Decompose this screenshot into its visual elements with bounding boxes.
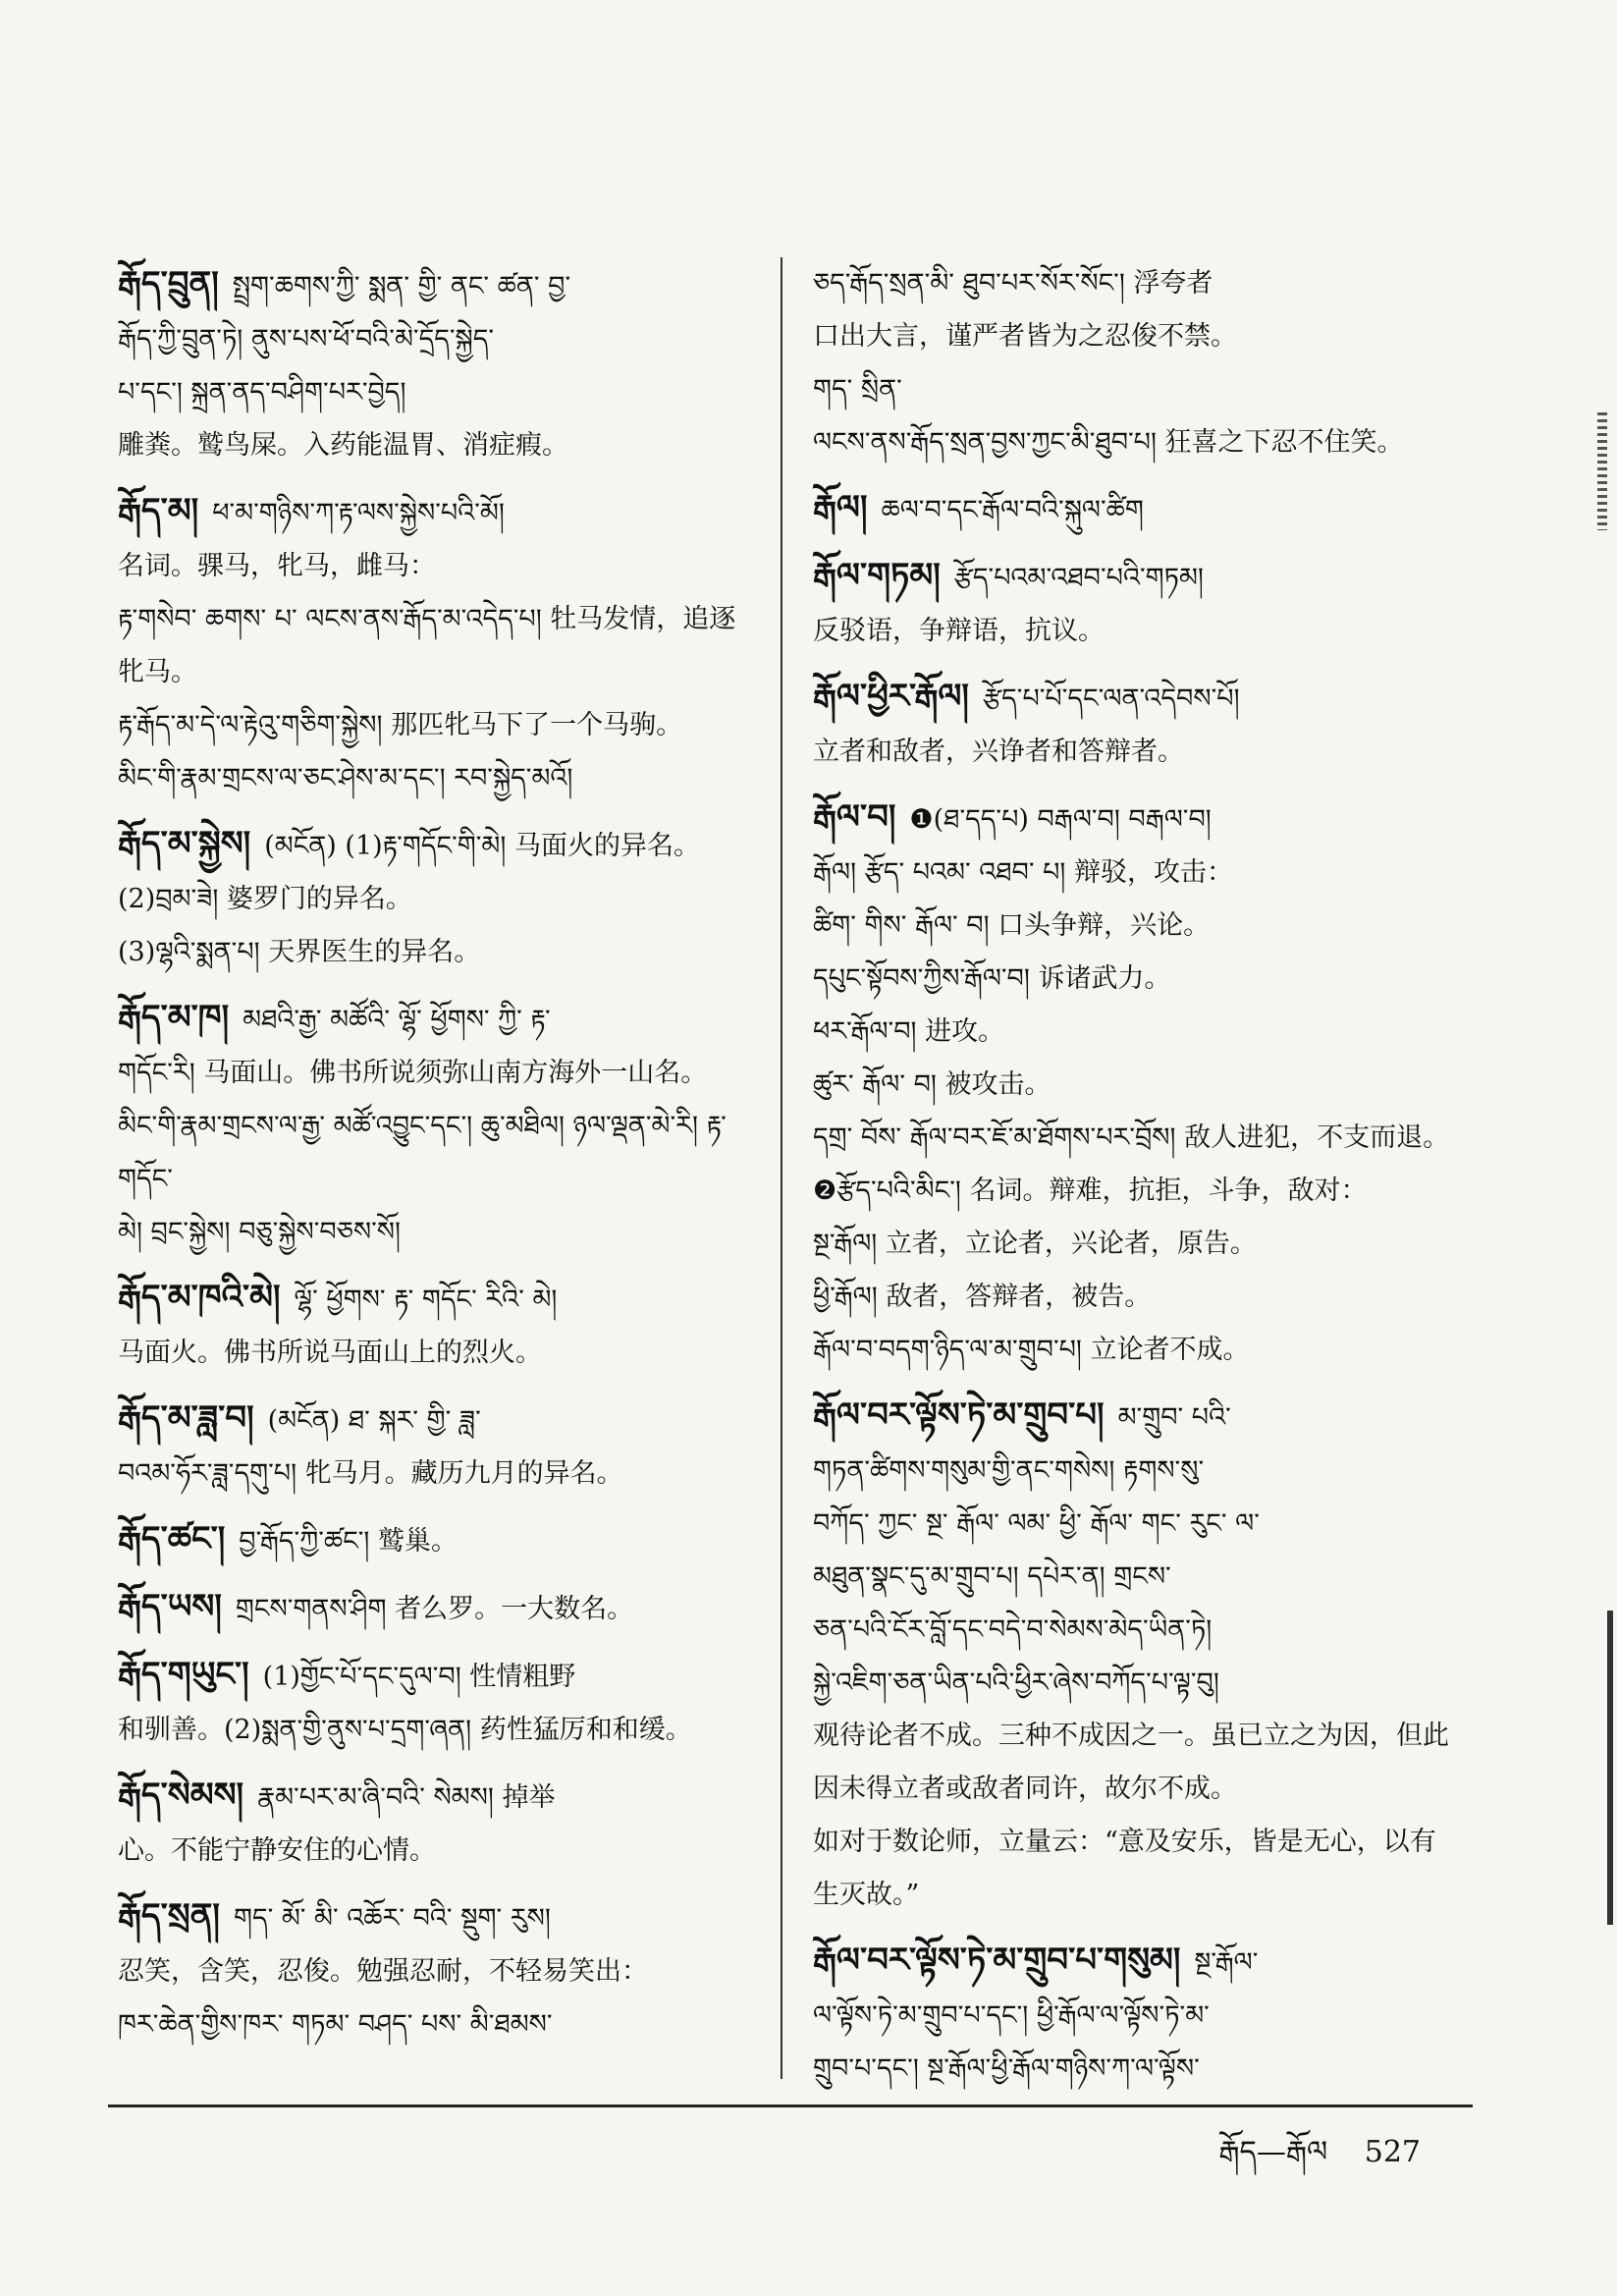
entry-line — [118, 991, 756, 1047]
entry-line — [813, 1389, 1451, 1445]
entry-text: སྤྲག་ཆགས་ཀྱི་ སྨན་ གྱི་ ནང་ ཚན་ བྱ་ — [232, 271, 571, 301]
dictionary-entry — [813, 1389, 1451, 1922]
entry-line — [813, 2043, 1451, 2096]
right-column — [813, 257, 1451, 2107]
bottom-rule — [108, 2105, 1473, 2107]
entry-line — [813, 1165, 1451, 1218]
entry-headword: རྒོད་ཡས། — [118, 1587, 222, 1626]
entry-text: བཀོད་ ཀྱང་ སྔ་ རྒོལ་ ལམ་ ཕྱི་ རྒོལ་ གང་ རུང་ ལ་ — [813, 1508, 1260, 1539]
entry-headword: རྒོད་བྲུན། — [118, 264, 219, 303]
entry-line — [813, 726, 1451, 779]
entry-line — [813, 847, 1451, 900]
entry-line — [118, 1825, 756, 1878]
entry-text: ལ་ལྟོས་ཏེ་མ་གྲུབ་པ་དང་། ཕྱི་རྒོལ་ལ་ལྟོས་ཏེ་མ་ — [813, 2000, 1210, 2031]
page-number: 527 — [1364, 2135, 1421, 2169]
scan-edge-bar — [1607, 1611, 1613, 1925]
entry-text: སྐྱེ་འཇིག་ཅན་ཡིན་པའི་ཕྱིར་ཞེས་བཀོད་པ་ལྟ་བུ། — [813, 1667, 1219, 1698]
entry-line — [813, 1218, 1451, 1271]
entry-text: ཕ་མ་གཉིས་ཀ་རྟ་ལས་སྐྱེས་པའི་མོ། — [212, 498, 505, 528]
entry-line — [813, 1990, 1451, 2043]
entry-text: རྒོད་ཀྱི་བྲུན་ཏེ། ནུས་པས་ཕོ་བའི་མེ་དྲོད་སྐྱེད་ — [118, 324, 495, 355]
entry-line — [118, 1945, 756, 1998]
entry-text: 忍笑，含笑，忍俊。勉强忍耐，不轻易笑出： — [118, 1956, 648, 1987]
entry-headword: རྒོལ་བར་ལྟོས་ཏེ་མ་གྲུབ་པ། — [813, 1395, 1105, 1435]
dictionary-entry — [118, 257, 756, 472]
entry-headword: རྒོལ་གཏམ། — [813, 556, 941, 595]
entry-text: 名词。骒马，牝马，雌马： — [118, 551, 436, 581]
entry-text: རྒོལ་བ་བདག་ཉིད་ལ་མ་གྲུབ་པ། 立论者不成。 — [813, 1335, 1250, 1365]
entry-line — [813, 257, 1451, 310]
dictionary-entry — [118, 1512, 756, 1568]
entry-text: ❶(ཐ་དད་པ) བརྒལ་བ། བརྒལ་བ། — [909, 804, 1212, 835]
entry-headword: རྒོལ། — [813, 488, 868, 527]
entry-headword: རྒོལ་བ། — [813, 797, 896, 837]
entry-text: མིང་གི་རྣམ་གྲངས་ལ་ཅང་ཤེས་མ་དང་། རབ་སྐྱེད་མའོ། — [118, 763, 573, 793]
entry-line — [813, 953, 1451, 1006]
dictionary-entry — [813, 257, 1451, 469]
dictionary-entry — [118, 1889, 756, 2051]
entry-text: 立者和敌者，兴诤者和答辩者。 — [813, 737, 1184, 767]
entry-headword: རྒོད་མ་ཟླ་བ། — [118, 1398, 254, 1438]
entry-text: ལངས་ནས་རྒོད་སྲན་བྱས་ཀྱང་མི་ཐུབ་པ། 狂喜之下忍不住笑。 — [813, 427, 1404, 458]
entry-text: གྲུབ་པ་དང་། སྔ་རྒོལ་ཕྱི་རྒོལ་གཉིས་ཀ་ལ་ལྟོས་ — [813, 2053, 1200, 2084]
entry-text: གད་ སྲིན་ — [813, 374, 902, 405]
entry-text: ཅན་པའི་ངོར་བློ་དང་བདེ་བ་སེམས་མེད་ཡིན་ཏེ། — [813, 1614, 1213, 1645]
entry-headword: རྒོད་མ་ཁའི་མེ། — [118, 1278, 281, 1317]
entry-line — [813, 1112, 1451, 1165]
entry-line — [813, 310, 1451, 363]
entry-text: རྩོད་པའམ་འཐབ་པའི་གཏམ། — [953, 563, 1204, 593]
entry-text: (1)གྱོང་པོ་དང་དུལ་བ། 性情粗野 — [262, 1662, 576, 1692]
entry-line — [118, 752, 756, 805]
entry-line — [813, 1657, 1451, 1710]
entry-text: ཕར་རྒོལ་བ། 进攻。 — [813, 1016, 1005, 1047]
dictionary-entry — [813, 481, 1451, 537]
entry-line — [118, 257, 756, 313]
entry-text: མཐའི་རྒྱ་ མཚོའི་ ལྷོ་ ཕྱོགས་ ཀྱི་ རྟ་ — [243, 1005, 551, 1035]
entry-text: ཅད་རྒོད་སྲན་མི་ ཐུབ་པར་སོར་སོང་། 浮夸者 — [813, 268, 1213, 299]
entry-text: ཚུར་ རྒོལ་ བ། 被攻击。 — [813, 1069, 1051, 1100]
entry-text: 和驯善。(2)སྨན་གྱི་ནུས་པ་དྲག་ཞན། 药性猛厉和和缓。 — [118, 1715, 692, 1745]
dictionary-entry — [813, 670, 1451, 779]
dictionary-entry — [118, 1580, 756, 1636]
entry-line — [813, 900, 1451, 953]
entry-text: རྟ་རྒོད་མ་དེ་ལ་རྟེའུ་གཅིག་སྐྱེས། 那匹牝马下了一个马驹。 — [118, 710, 683, 740]
entry-line — [813, 1059, 1451, 1112]
entry-headword: རྒོད་མ། — [118, 491, 199, 530]
entry-text: སྔ་རྒོལ་ — [1194, 1947, 1259, 1978]
entry-line — [118, 1392, 756, 1448]
entry-text: 马面火。佛书所说马面山上的烈火。 — [118, 1338, 542, 1368]
entry-text: བྱ་རྒོད་ཀྱི་ཚང་། 鹫巢。 — [239, 1526, 458, 1557]
left-column — [118, 257, 756, 2063]
entry-text: (2)བྲམ་ཟེ། 婆罗门的异名。 — [118, 884, 412, 914]
entry-headword: རྒོད་གཡུང་། — [118, 1655, 249, 1694]
dictionary-entry — [118, 1271, 756, 1380]
entry-text: 如对于数论师，立量云：“意及安乐，皆是无心，以有生灭故。” — [813, 1827, 1436, 1910]
entry-line — [813, 670, 1451, 726]
entry-text: གྲངས་གནས་ཤིག 者么罗。一大数名。 — [235, 1594, 634, 1624]
entry-line — [118, 1100, 756, 1206]
entry-line — [118, 419, 756, 472]
dictionary-entry — [118, 484, 756, 805]
entry-text: རྣམ་པར་མ་ཞི་བའི་ སེམས། 掉举 — [257, 1782, 556, 1813]
entry-line — [118, 1271, 756, 1327]
dictionary-entry — [118, 1769, 756, 1878]
entry-line — [813, 1445, 1451, 1498]
column-divider — [781, 257, 782, 2079]
entry-line — [813, 1710, 1451, 1816]
page-footer — [1218, 2119, 1421, 2202]
entry-text: ལྷོ་ ཕྱོགས་ རྟ་ གདོང་ རིའི་ མེ། — [294, 1285, 558, 1315]
entry-line — [813, 1551, 1451, 1604]
entry-text: དཔུང་སྟོབས་ཀྱིས་རྒོལ་བ། 诉诸武力。 — [813, 963, 1171, 994]
entry-text: 观待论者不成。三种不成因之一。虽已立之为因，但此因未得立者或敌者同许，故尔不成。 — [813, 1721, 1449, 1804]
entry-line — [118, 540, 756, 593]
entry-text: དགྲ་ བོས་ རྒོལ་བར་ཇོ་མ་ཐོགས་པར་བྲོས། 敌人进犯，不支而退。 — [813, 1122, 1450, 1153]
entry-line — [813, 1324, 1451, 1377]
entry-line — [118, 484, 756, 540]
entry-line — [813, 363, 1451, 416]
entry-line — [813, 1604, 1451, 1657]
entry-text: གདོང་རི། 马面山。佛书所说须弥山南方海外一山名。 — [118, 1058, 708, 1088]
entry-line — [118, 1704, 756, 1757]
entry-line — [118, 1448, 756, 1501]
entry-text: 反驳语，争辩语，抗议。 — [813, 616, 1105, 646]
dictionary-entry — [118, 1648, 756, 1757]
entry-headword: རྒོད་སེམས། — [118, 1776, 244, 1815]
entry-text: ཆལ་བ་དང་རྒོལ་བའི་སྐུལ་ཚིག — [881, 495, 1144, 525]
entry-line — [118, 1998, 756, 2051]
entry-line — [813, 416, 1451, 469]
entry-text: ❷རྩོད་པའི་མིང་། 名词。辩难，抗拒，斗争，敌对： — [813, 1175, 1368, 1206]
entry-text: སྔ་རྒོལ། 立者，立论者，兴论者，原告。 — [813, 1229, 1257, 1259]
entry-line — [118, 926, 756, 979]
entry-line — [118, 699, 756, 752]
entry-text: 雕粪。鹫鸟屎。入药能温胃、消症瘕。 — [118, 430, 568, 461]
entry-text: རྟ་གསེབ་ ཆགས་ པ་ ལངས་ནས་རྒོད་མ་འདེད་པ། 牡马发情，追逐牝马。 — [118, 604, 736, 687]
entry-text: 口出大言，谨严者皆为之忍俊不禁。 — [813, 321, 1237, 352]
entry-text: (མངོན) (1)རྟ་གདོང་གི་མེ། 马面火的异名。 — [264, 831, 700, 861]
entry-line — [813, 549, 1451, 605]
entry-line — [118, 366, 756, 419]
entry-line — [118, 1327, 756, 1380]
scan-edge-mark — [1597, 412, 1607, 530]
entry-line — [813, 1498, 1451, 1551]
dictionary-entry — [118, 1392, 756, 1501]
entry-text: ཚིག་ གིས་ རྒོལ་ བ། 口头争辩，兴论。 — [813, 910, 1211, 941]
entry-text: བའམ་ཧོར་ཟླ་དགུ་པ། 牝马月。藏历九月的异名。 — [118, 1458, 623, 1489]
entry-line — [813, 1006, 1451, 1059]
entry-text: 心。不能宁静安住的心情。 — [118, 1835, 436, 1866]
entry-line — [118, 873, 756, 926]
running-head-range: རྒོད—རྒོལ — [1218, 2135, 1328, 2169]
entry-headword: རྒོད་སྲན། — [118, 1896, 220, 1936]
entry-text: པ་དང་། སྐྲན་ནད་བཤིག་པར་བྱེད། — [118, 377, 406, 408]
entry-line — [813, 1816, 1451, 1922]
entry-line — [813, 481, 1451, 537]
entry-line — [813, 605, 1451, 658]
dictionary-entry — [118, 817, 756, 979]
entry-text: ཕྱི་རྒོལ། 敌者，答辩者，被告。 — [813, 1282, 1152, 1312]
entry-text: (མངོན) ཐ་ སྐར་ གྱི་ ཟླ་ — [267, 1405, 481, 1436]
entry-line — [118, 313, 756, 366]
dictionary-entry — [813, 1934, 1451, 2096]
entry-headword: རྒོད་ཚང་། — [118, 1519, 226, 1558]
entry-line — [813, 791, 1451, 847]
entry-line — [118, 1648, 756, 1704]
entry-line — [118, 817, 756, 873]
entry-text: མ་གྲུབ་ པའི་ — [1117, 1402, 1231, 1433]
entry-line — [118, 1206, 756, 1259]
entry-headword: རྒོད་མ་སྐྱེས། — [118, 824, 251, 863]
dictionary-entry — [118, 991, 756, 1259]
entry-text: ཁར་ཆེན་གྱིས་ཁར་ གཏམ་ བཤད་ པས་ མི་ཐམས་ — [118, 2009, 553, 2040]
entry-text: མིང་གི་རྣམ་གྲངས་ལ་རྒྱ་ མཚོ་འབྱུང་དང་། ཆུ་མཐིལ། ཉལ་ལྡན་མེ་རི། རྟ་གདོང་ — [118, 1111, 727, 1194]
entry-text: མཐུན་སྣང་དུ་མ་གྲུབ་པ། དཔེར་ན། གྲངས་ — [813, 1561, 1171, 1592]
entry-text: མེ། བྲང་སྐྱེས། བཅུ་སྐྱེས་བཅས་སོ། — [118, 1217, 401, 1247]
entry-line — [813, 1934, 1451, 1990]
entry-line — [813, 1271, 1451, 1324]
entry-text: གཏན་ཚིགས་གསུམ་གྱི་ནང་གསེས། རྟགས་སུ་ — [813, 1455, 1205, 1486]
entry-headword: རྒོལ་ཕྱིར་རྒོལ། — [813, 677, 969, 716]
entry-text: རྩོད་པ་པོ་དང་ལན་འདེབས་པོ། — [982, 683, 1240, 714]
entry-headword: རྒོལ་བར་ལྟོས་ཏེ་མ་གྲུབ་པ་གསུམ། — [813, 1941, 1181, 1980]
entry-line — [118, 1580, 756, 1636]
entry-line — [118, 1512, 756, 1568]
dictionary-entry — [813, 791, 1451, 1377]
dictionary-entry — [813, 549, 1451, 658]
entry-headword: རྒོད་མ་ཁ། — [118, 998, 230, 1037]
entry-line — [118, 593, 756, 699]
entry-text: གད་ མོ་ མི་ འཆོར་ བའི་ སྡུག་ རུས། — [233, 1903, 551, 1934]
entry-line — [118, 1769, 756, 1825]
entry-text: (3)ལྷའི་སྨན་པ། 天界医生的异名。 — [118, 937, 481, 967]
entry-line — [118, 1047, 756, 1100]
entry-text: རྒོལ། རྩོད་ པའམ་ འཐབ་ པ། 辩驳，攻击： — [813, 857, 1233, 888]
entry-line — [118, 1889, 756, 1945]
